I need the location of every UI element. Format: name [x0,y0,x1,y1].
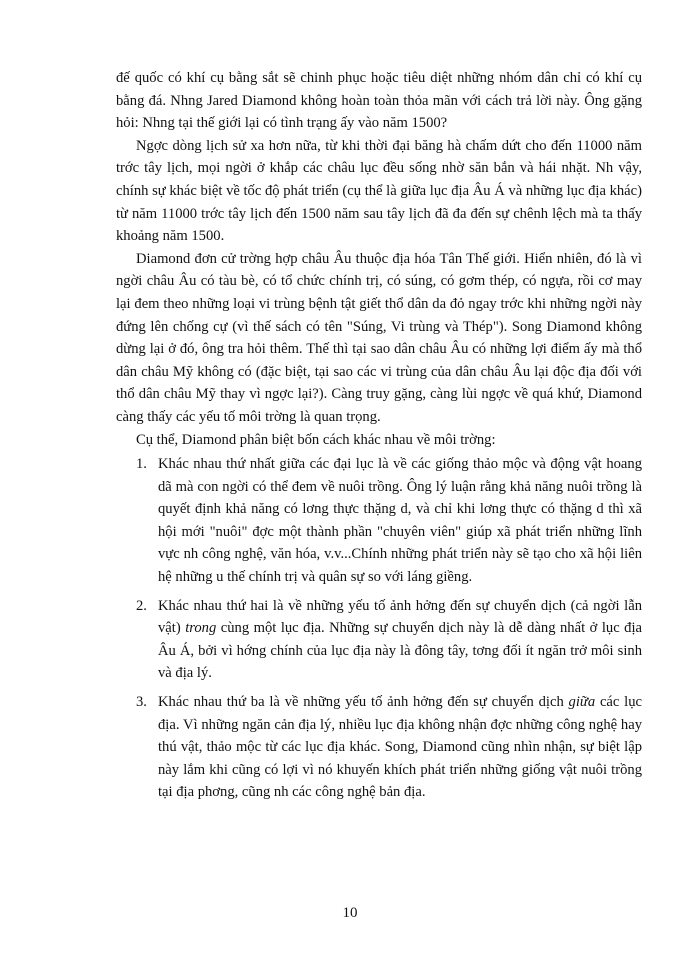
lead-sentence: Cụ thể, Diamond phân biệt bốn cách khác nhau về môi trờng: [136,431,496,448]
list-item [116,453,642,589]
list-item-emphasis: trong [185,620,217,637]
list-item-emphasis: giữa [568,694,596,711]
page-number: 10 [342,905,358,921]
list-item-text: Khác nhau thứ ba là về những yếu tố ảnh hởng đến sự chuyển dịch [158,694,569,711]
list-item-text-continued: cùng một lục địa. Những sự chuyển dịch này là dễ dàng nhất ở lục địa Âu Á, bởi vì hớng chính của lục địa này là đông tây, tơng đối ít ngăn trở môi sinh và địa lý. [158,620,642,682]
list-item-number: 3. [136,694,147,711]
differences-list [116,453,642,804]
list-item-text: Khác nhau thứ hai là về những yếu tố ảnh hởng đến sự chuyển dịch (cả ngời lẫn vật) [158,597,642,637]
page-body [116,67,642,810]
paragraph-3: Diamond đơn cử trờng hợp châu Âu thuộc địa hóa Tân Thế giới. Hiển nhiên, đó là vì ngời châu Âu có tàu bè, có tổ chức chính trị, có súng, có gơm thép, có ngựa, rồi cơ may lại đem theo những loại vi trùng bệnh tật giết thổ dân da đỏ ngay trớc khi những ngời này đứng lên chống cự (vì thế sách có tên "Súng, Vi trùng và Thép"). Song Diamond không dừng lại ở đó, ông tra hỏi thêm. Thế thì tại sao dân châu Âu có những lợi điểm ấy mà thổ dân châu Mỹ không có (đặc biệt, tại sao các vi trùng của dân châu Âu lại độc địa đối với thổ dân châu Mỹ thay vì ngợc lại?). Càng truy gặng, càng lùi ngợc về quá khứ, Diamond càng thấy các yếu tố môi trờng là quan trọng. [116,250,642,425]
list-item [116,691,642,804]
list-item-number: 1. [136,456,147,473]
list-item-text-continued: các lục địa. Vì những ngăn cản địa lý, nhiều lục địa không nhận đợc những công nghệ hay thú vật, thảo mộc từ các lục địa khác. Song, Diamond cũng nhìn nhận, sự biệt lập này lắm khi cũng có lợi vì nó khuyến khích phát triển những giống vật nuôi trồng tại địa phơng, cũng nh các công nghệ bản địa. [158,694,643,801]
list-item [116,595,642,685]
paragraph-1: đế quốc có khí cụ bằng sắt sẽ chinh phục hoặc tiêu diệt những nhóm dân chỉ có khí cụ bằng đá. Nhng Jared Diamond không hoàn toàn thỏa mãn với cách trả lời này. Ông gặng hỏi: Nhng tại thế giới lại có tình trạng ấy vào năm 1500? [116,70,642,132]
list-item-number: 2. [136,597,147,614]
list-item-text: Khác nhau thứ nhất giữa các đại lục là về các giống thảo mộc và động vật hoang dã mà con ngời có thể đem về nuôi trồng. Ông lý luận rằng khả năng nuôi trồng là quyết định khả năng có lơng thực thặng d, và chỉ khi lơng thực có thặng d thì xã hội mới "nuôi" đợc một thành phần "chuyên viên" giúp xã phát triển những lĩnh vực nh công nghệ, văn hóa, v.v...Chính những phát triển này sẽ tạo cho xã hội liên hệ những u thế chính trị và quân sự so với láng giềng. [158,456,642,586]
paragraph-2: Ngợc dòng lịch sử xa hơn nữa, từ khi thời đại băng hà chấm dứt cho đến 11000 năm trớc tây lịch, mọi ngời ở khắp các châu lục đều sống nhờ săn bắn và hái nhặt. Nh vậy, chính sự khác biệt về tốc độ phát triển (cụ thể là giữa lục địa Âu Á và những lục địa khác) từ năm 11000 trớc tây lịch đến 1500 năm sau tây lịch đã đa đến sự chênh lệch mà ta thấy khoảng năm 1500. [116,137,642,245]
